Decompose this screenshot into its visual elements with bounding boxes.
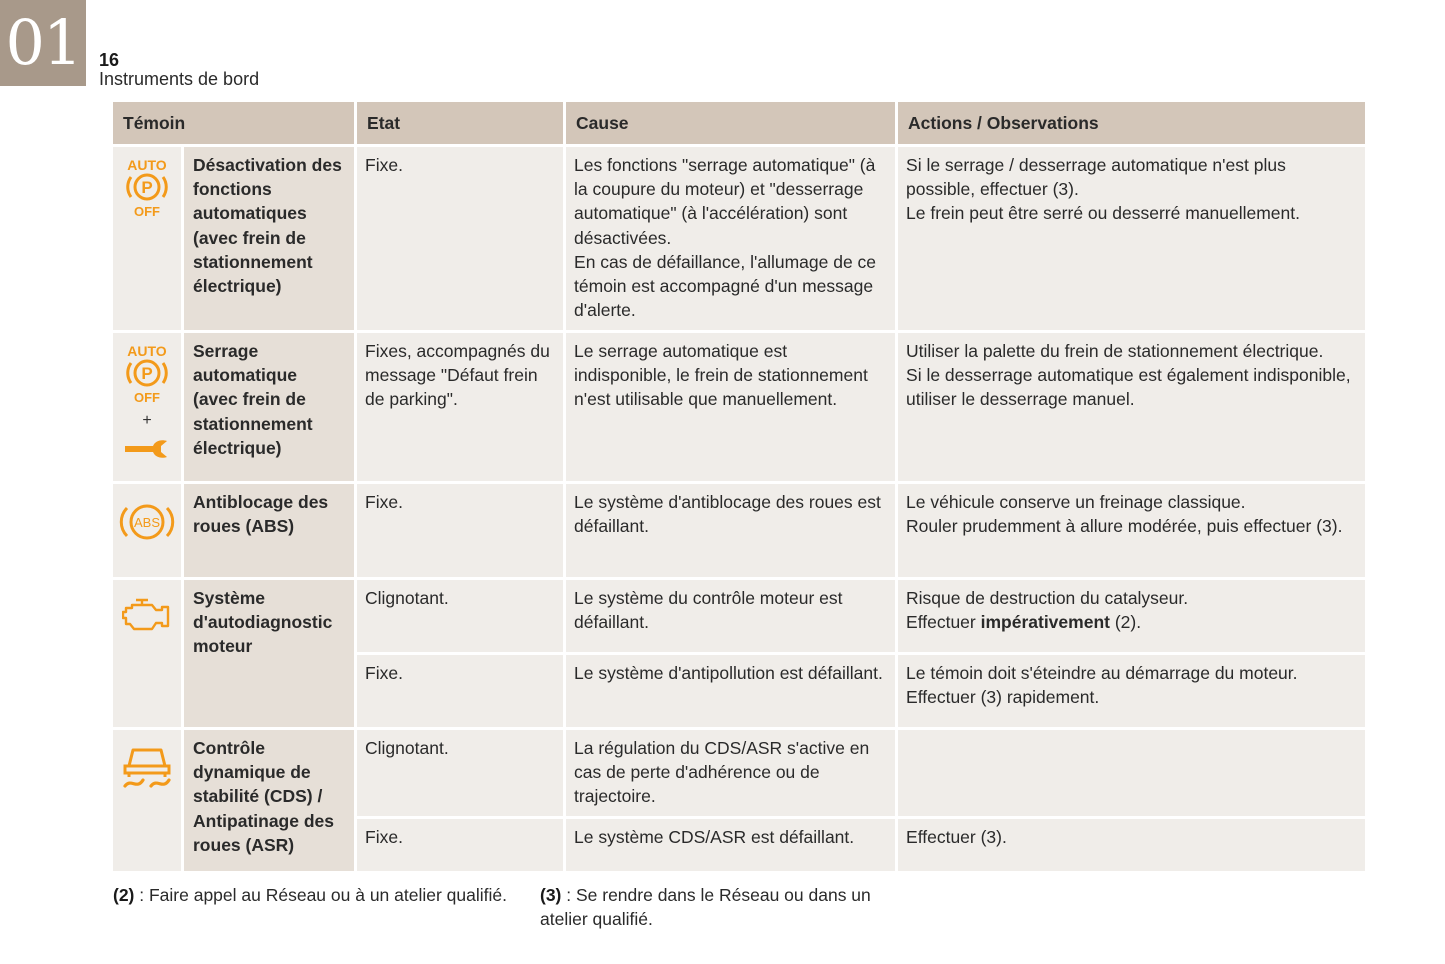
column-header-etat: Etat xyxy=(357,102,563,144)
table-row xyxy=(113,484,1365,577)
footnote-3 xyxy=(540,883,920,931)
warning-lights-table xyxy=(110,99,1368,874)
warning-name: Contrôle dynamique de stabilité (CDS) / Antipatinage des roues (ASR) xyxy=(184,730,354,871)
footnote-ref: (3) xyxy=(540,885,562,905)
action-cell: Effectuer (3). xyxy=(898,819,1365,871)
icon-cell xyxy=(113,730,181,871)
action-cell: Utiliser la palette du frein de stationnement électrique. Si le desserrage automatique est également indisponible, utiliser le desserrage manuel. xyxy=(898,333,1365,481)
icon-cell xyxy=(113,147,181,330)
etat-cell: Fixe. xyxy=(357,147,563,330)
footnote-text: : Faire appel au Réseau ou à un atelier qualifié. xyxy=(134,885,507,905)
action-text: (2). xyxy=(1109,612,1142,633)
svg-text:AUTO: AUTO xyxy=(127,157,167,173)
abs-icon xyxy=(118,498,176,546)
action-cell: Le témoin doit s'éteindre au démarrage du moteur. Effectuer (3) rapidement. xyxy=(898,655,1365,727)
cause-cell: Le système d'antipollution est défaillant. xyxy=(566,655,895,727)
svg-text:OFF: OFF xyxy=(134,204,160,219)
warning-name: Antiblocage des roues (ABS) xyxy=(184,484,354,577)
wrench-icon xyxy=(123,439,171,459)
cause-cell: Les fonctions "serrage automatique" (à la coupure du moteur) et "desserrage automatique" (à l'accélération) sont désactivées. En cas de défaillance, l'allumage de ce témoin est accompagné d'un message d'alerte. xyxy=(566,147,895,330)
action-emphasis: impérativement xyxy=(980,612,1110,633)
plus-sign: + xyxy=(142,412,152,429)
chapter-number: 01 xyxy=(0,0,86,86)
warning-name: Serrage automatique (avec frein de stationnement électrique) xyxy=(184,333,354,481)
footnote-ref: (2) xyxy=(113,885,135,905)
column-header-actions: Actions / Observations xyxy=(898,102,1365,144)
icon-cell xyxy=(113,333,181,481)
cause-cell: Le système CDS/ASR est défaillant. xyxy=(566,819,895,871)
engine-icon xyxy=(122,596,172,634)
section-title: Instruments de bord xyxy=(99,69,260,89)
table-row xyxy=(113,730,1365,816)
action-cell xyxy=(898,580,1365,652)
svg-text:ABS: ABS xyxy=(133,515,161,530)
svg-text:OFF: OFF xyxy=(134,390,160,405)
cause-cell: Le serrage automatique est indisponible, le frein de stationnement n'est utilisable que manuellement. xyxy=(566,333,895,481)
etat-cell: Fixe. xyxy=(357,819,563,871)
warning-name: Système d'autodiagnostic moteur xyxy=(184,580,354,727)
stability-control-icon xyxy=(121,742,173,792)
etat-cell: Fixes, accompagnés du message "Défaut frein de parking". xyxy=(357,333,563,481)
column-header-temoin: Témoin xyxy=(113,102,354,144)
action-cell xyxy=(898,730,1365,816)
column-header-cause: Cause xyxy=(566,102,895,144)
icon-cell xyxy=(113,580,181,727)
table-header-row xyxy=(113,102,1365,144)
etat-cell: Clignotant. xyxy=(357,580,563,652)
etat-cell: Clignotant. xyxy=(357,730,563,816)
svg-text:P: P xyxy=(141,178,153,197)
svg-text:AUTO: AUTO xyxy=(127,343,167,359)
cause-cell: Le système du contrôle moteur est défaillant. xyxy=(566,580,895,652)
cause-cell: Le système d'antiblocage des roues est défaillant. xyxy=(566,484,895,577)
action-cell: Si le serrage / desserrage automatique n'est plus possible, effectuer (3). Le frein peut être serré ou desserré manuellement. xyxy=(898,147,1365,330)
table-row xyxy=(113,333,1365,481)
footnote-text: : Se rendre dans le Réseau ou dans un atelier qualifié. xyxy=(540,885,871,930)
auto-park-off-icon xyxy=(121,343,173,405)
auto-park-off-icon xyxy=(121,157,173,219)
action-text: Risque de destruction du catalyseur. Effectuer xyxy=(906,588,1189,633)
etat-cell: Fixe. xyxy=(357,655,563,727)
page-number: 16 xyxy=(99,50,120,70)
footnote-2 xyxy=(113,883,513,907)
icon-cell xyxy=(113,484,181,577)
action-cell: Le véhicule conserve un freinage classique. Rouler prudemment à allure modérée, puis effectuer (3). xyxy=(898,484,1365,577)
cause-cell: La régulation du CDS/ASR s'active en cas de perte d'adhérence ou de trajectoire. xyxy=(566,730,895,816)
table-row xyxy=(113,147,1365,330)
svg-text:P: P xyxy=(141,364,153,383)
warning-name: Désactivation des fonctions automatiques (avec frein de stationnement électrique) xyxy=(184,147,354,330)
table-row xyxy=(113,580,1365,652)
etat-cell: Fixe. xyxy=(357,484,563,577)
